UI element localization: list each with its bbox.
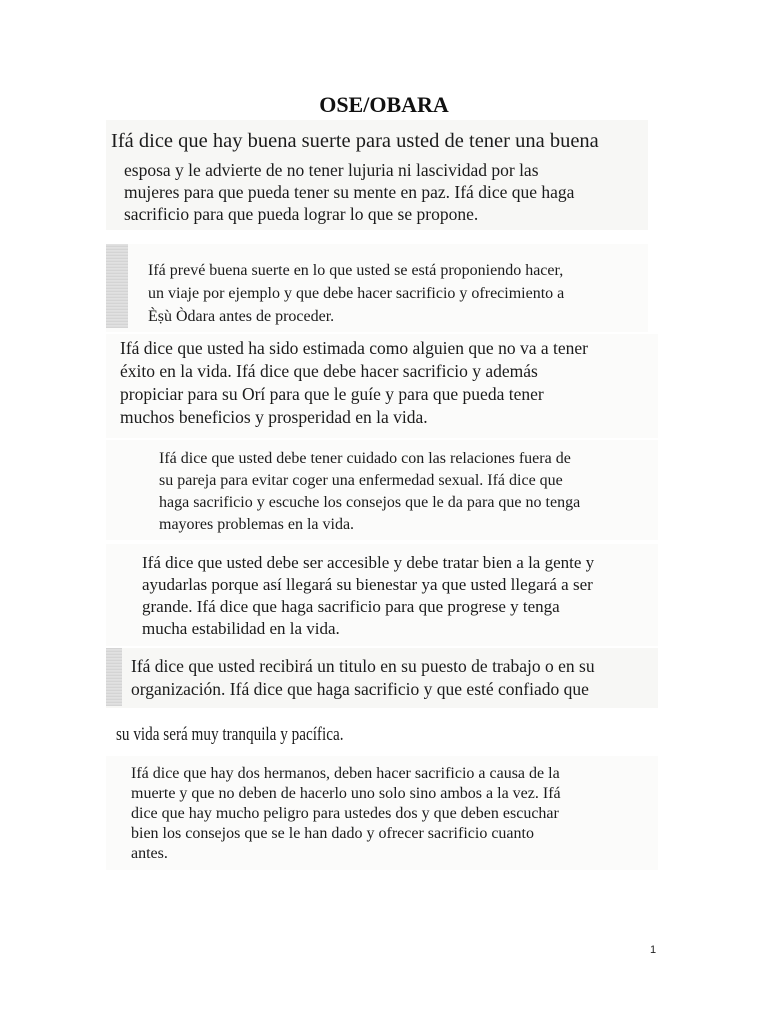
paragraph-line: éxito en la vida. Ifá dice que debe hacer sacrificio y además	[120, 361, 538, 381]
paragraph-8	[116, 722, 344, 748]
paragraph-line: Ifá dice que usted debe tener cuidado con las relaciones fuera de	[159, 450, 571, 467]
paragraph-line: Ifá dice que usted recibirá un titulo en su puesto de trabajo o en su	[131, 656, 595, 676]
paragraph-line: muchos beneficios y prosperidad en la vida.	[120, 407, 428, 427]
paragraph-line: muerte y que no deben de hacerlo uno solo sino ambos a la vez. Ifá	[131, 785, 561, 802]
paragraph-line: dice que hay mucho peligro para ustedes dos y que deben escuchar	[131, 805, 559, 822]
scan-edge-2	[106, 244, 128, 328]
paragraph-line: propiciar para su Orí para que le guíe y para que pueda tener	[120, 384, 544, 404]
paragraph-line: grande. Ifá dice que haga sacrificio para que progrese y tenga	[142, 597, 560, 616]
paragraph-6	[142, 552, 594, 640]
paragraph-5	[159, 448, 580, 536]
paragraph-line: bien los consejos que se le han dado y ofrecer sacrificio cuanto	[131, 825, 534, 842]
paragraph-line: antes.	[131, 845, 168, 862]
paragraph-line: un viaje por ejemplo y que debe hacer sacrificio y ofrecimiento a	[148, 285, 565, 302]
paragraph-line: mucha estabilidad en la vida.	[142, 619, 340, 638]
paragraph-line: Ifá dice que hay buena suerte para usted de tener una buena	[111, 130, 599, 152]
paragraph-line: ayudarlas porque así llegará su bienestar ya que usted llegará a ser	[142, 575, 593, 594]
paragraph-line: su vida será muy tranquila y pacífica.	[116, 724, 344, 745]
paragraph-2	[124, 159, 574, 225]
paragraph-3	[148, 259, 564, 328]
paragraph-9	[131, 764, 561, 864]
paragraph-4	[120, 337, 588, 429]
scan-edge-6	[106, 648, 122, 706]
paragraph-line: Ifá prevé buena suerte en lo que usted se está proponiendo hacer,	[148, 262, 564, 279]
paragraph-line: haga sacrificio y escuche los consejos que le da para que no tenga	[159, 494, 581, 511]
paragraph-line: Ifá dice que usted ha sido estimada como alguien que no va a tener	[120, 338, 588, 358]
paragraph-line: sacrificio para que pueda lograr lo que se propone.	[124, 204, 479, 224]
paragraph-line: Ifá dice que hay dos hermanos, deben hacer sacrificio a causa de la	[131, 765, 560, 782]
paragraph-line: su pareja para evitar coger una enfermedad sexual. Ifá dice que	[159, 472, 563, 489]
paragraph-line: mayores problemas en la vida.	[159, 516, 355, 533]
paragraph-line: Èṣù Òdara antes de proceder.	[148, 308, 335, 325]
paragraph-line: Ifá dice que usted debe ser accesible y debe tratar bien a la gente y	[142, 553, 595, 572]
paragraph-7	[131, 655, 595, 701]
page-title: OSE/OBARA	[319, 92, 449, 117]
paragraph-line: esposa y le advierte de no tener lujuria ni lascividad por las	[124, 160, 539, 180]
paragraph-1	[111, 128, 599, 154]
paragraph-line: mujeres para que pueda tener su mente en paz. Ifá dice que haga	[124, 182, 575, 202]
page-number: 1	[650, 944, 657, 956]
paragraph-line: organización. Ifá dice que haga sacrificio y que esté confiado que	[131, 679, 589, 699]
